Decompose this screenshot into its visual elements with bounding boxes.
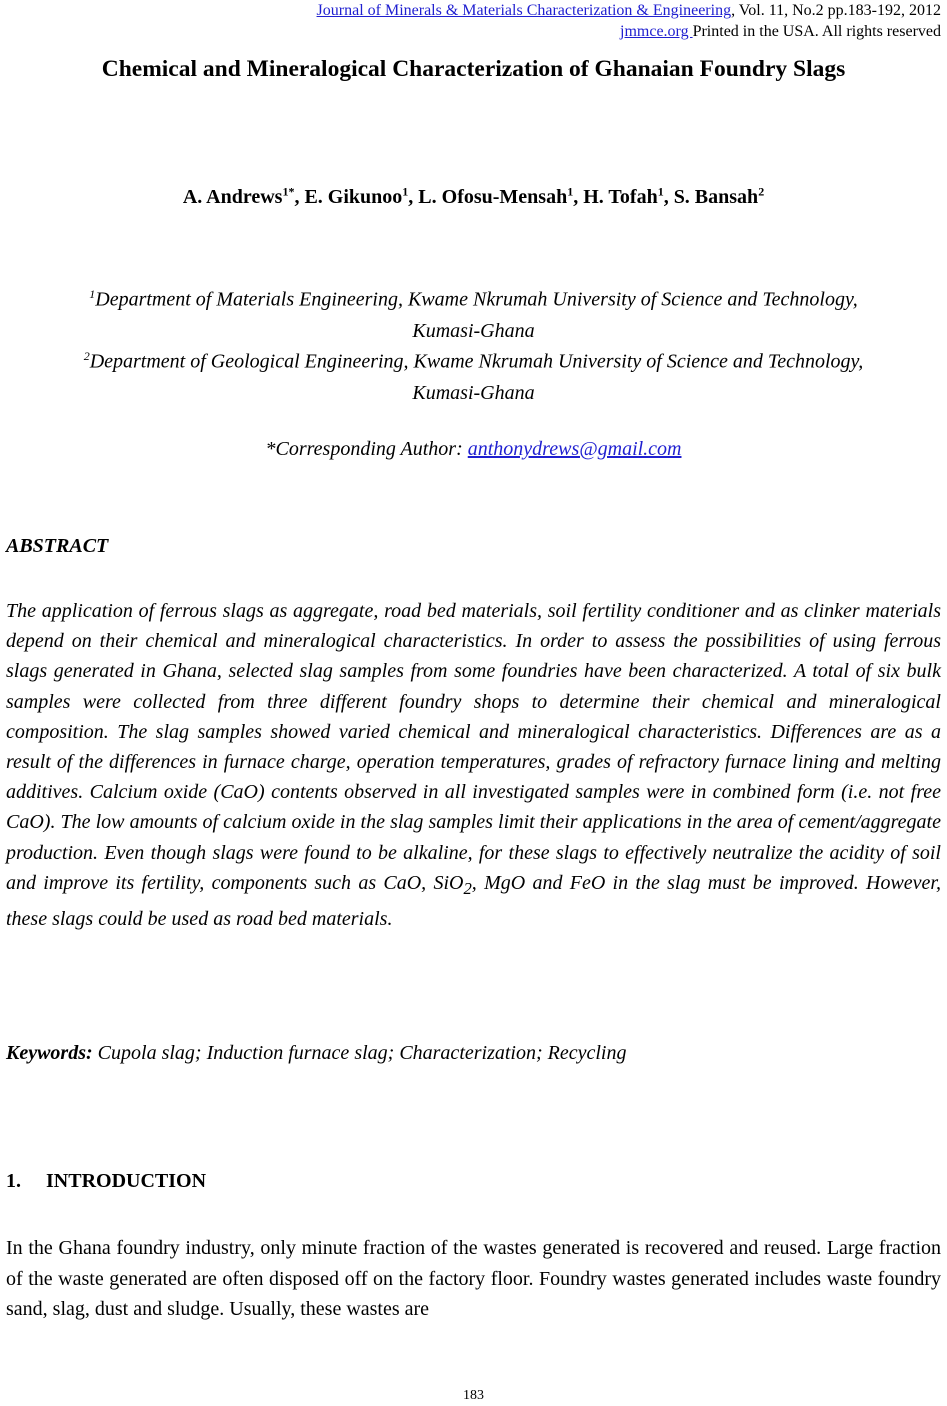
rights-text: Printed in the USA. All rights reserved xyxy=(692,23,941,40)
section-number: 1. xyxy=(6,1170,21,1192)
corresponding-label: *Corresponding Author: xyxy=(265,438,468,460)
author-list xyxy=(0,184,947,209)
author: E. Gikunoo$^1$, xyxy=(304,184,419,208)
affiliation-2: $^2$Department of Geological Engineering, Kwame Nkrumah University of Science and Technology, Kumasi-Ghana xyxy=(83,349,864,404)
journal-info: , Vol. 11, No.2 pp.183-192, 2012 xyxy=(731,2,941,19)
abstract-heading: ABSTRACT xyxy=(6,535,109,557)
site-link[interactable]: jmmce.org xyxy=(620,23,693,40)
paper-title: Chemical and Mineralogical Characterization of Ghanaian Foundry Slags xyxy=(101,56,846,82)
journal-citation-line xyxy=(317,0,941,21)
abstract-text: The application of ferrous slags as aggregate, road bed materials, soil fertility conditioner and as clinker materials depend on their chemical and mineralogical characteristics. In order to assess the possibilities of using ferrous slags generated in Ghana, selected slag samples from some foundries have been characterized. A total of six bulk samples were collected from three different foundry shops to determine their chemical and mineralogical composition. The slag samples showed varied chemical and mineralogical characteristics. Differences are as a result of the differences in furnace charge, operation temperatures, grades of refractory furnace lining and melting additives. Calcium oxide (CaO) contents observed in all investigated samples were in combined form (i.e. not free CaO). The low amounts of calcium oxide in the slag samples limit their applications in the area of cement/aggregate production. Even though slags were found to be alkaline, for these slags to effectively neutralize the acidity of soil and improve its fertility, components such as CaO, SiO$_2$, MgO and FeO in the slag must be improved. However, these slags could be used as road bed materials. xyxy=(6,600,941,931)
keywords xyxy=(6,1042,626,1065)
author: H. Tofah$^1$, xyxy=(583,184,674,208)
running-header xyxy=(317,0,941,42)
section-title: INTRODUCTION xyxy=(46,1170,207,1192)
author: L. Ofosu-Mensah$^1$, xyxy=(418,184,584,208)
keywords-label: Keywords: xyxy=(6,1042,93,1064)
corresponding-author xyxy=(0,438,947,461)
author: S. Bansah$^2$ xyxy=(673,184,765,208)
section-heading-introduction xyxy=(6,1170,206,1193)
journal-link[interactable]: Journal of Minerals & Materials Characterization & Engineering xyxy=(316,2,732,19)
author: A. Andrews$^{1*}$, xyxy=(182,184,305,208)
rights-line xyxy=(317,21,941,42)
page-number: 183 xyxy=(463,1388,484,1403)
introduction-paragraph: In the Ghana foundry industry, only minute fraction of the wastes generated is recovered and reused. Large fraction of the waste generated are often disposed off on the factory floor. Foundry wastes generated includes waste foundry sand, slag, dust and sludge. Usually, these wastes are xyxy=(6,1237,941,1320)
keywords-text: Cupola slag; Induction furnace slag; Characterization; Recycling xyxy=(92,1042,627,1064)
email-link[interactable]: anthonydrews@gmail.com xyxy=(467,438,682,460)
affiliation-1: $^1$Department of Materials Engineering, Kwame Nkrumah University of Science and Technology, Kumasi-Ghana xyxy=(89,287,858,342)
